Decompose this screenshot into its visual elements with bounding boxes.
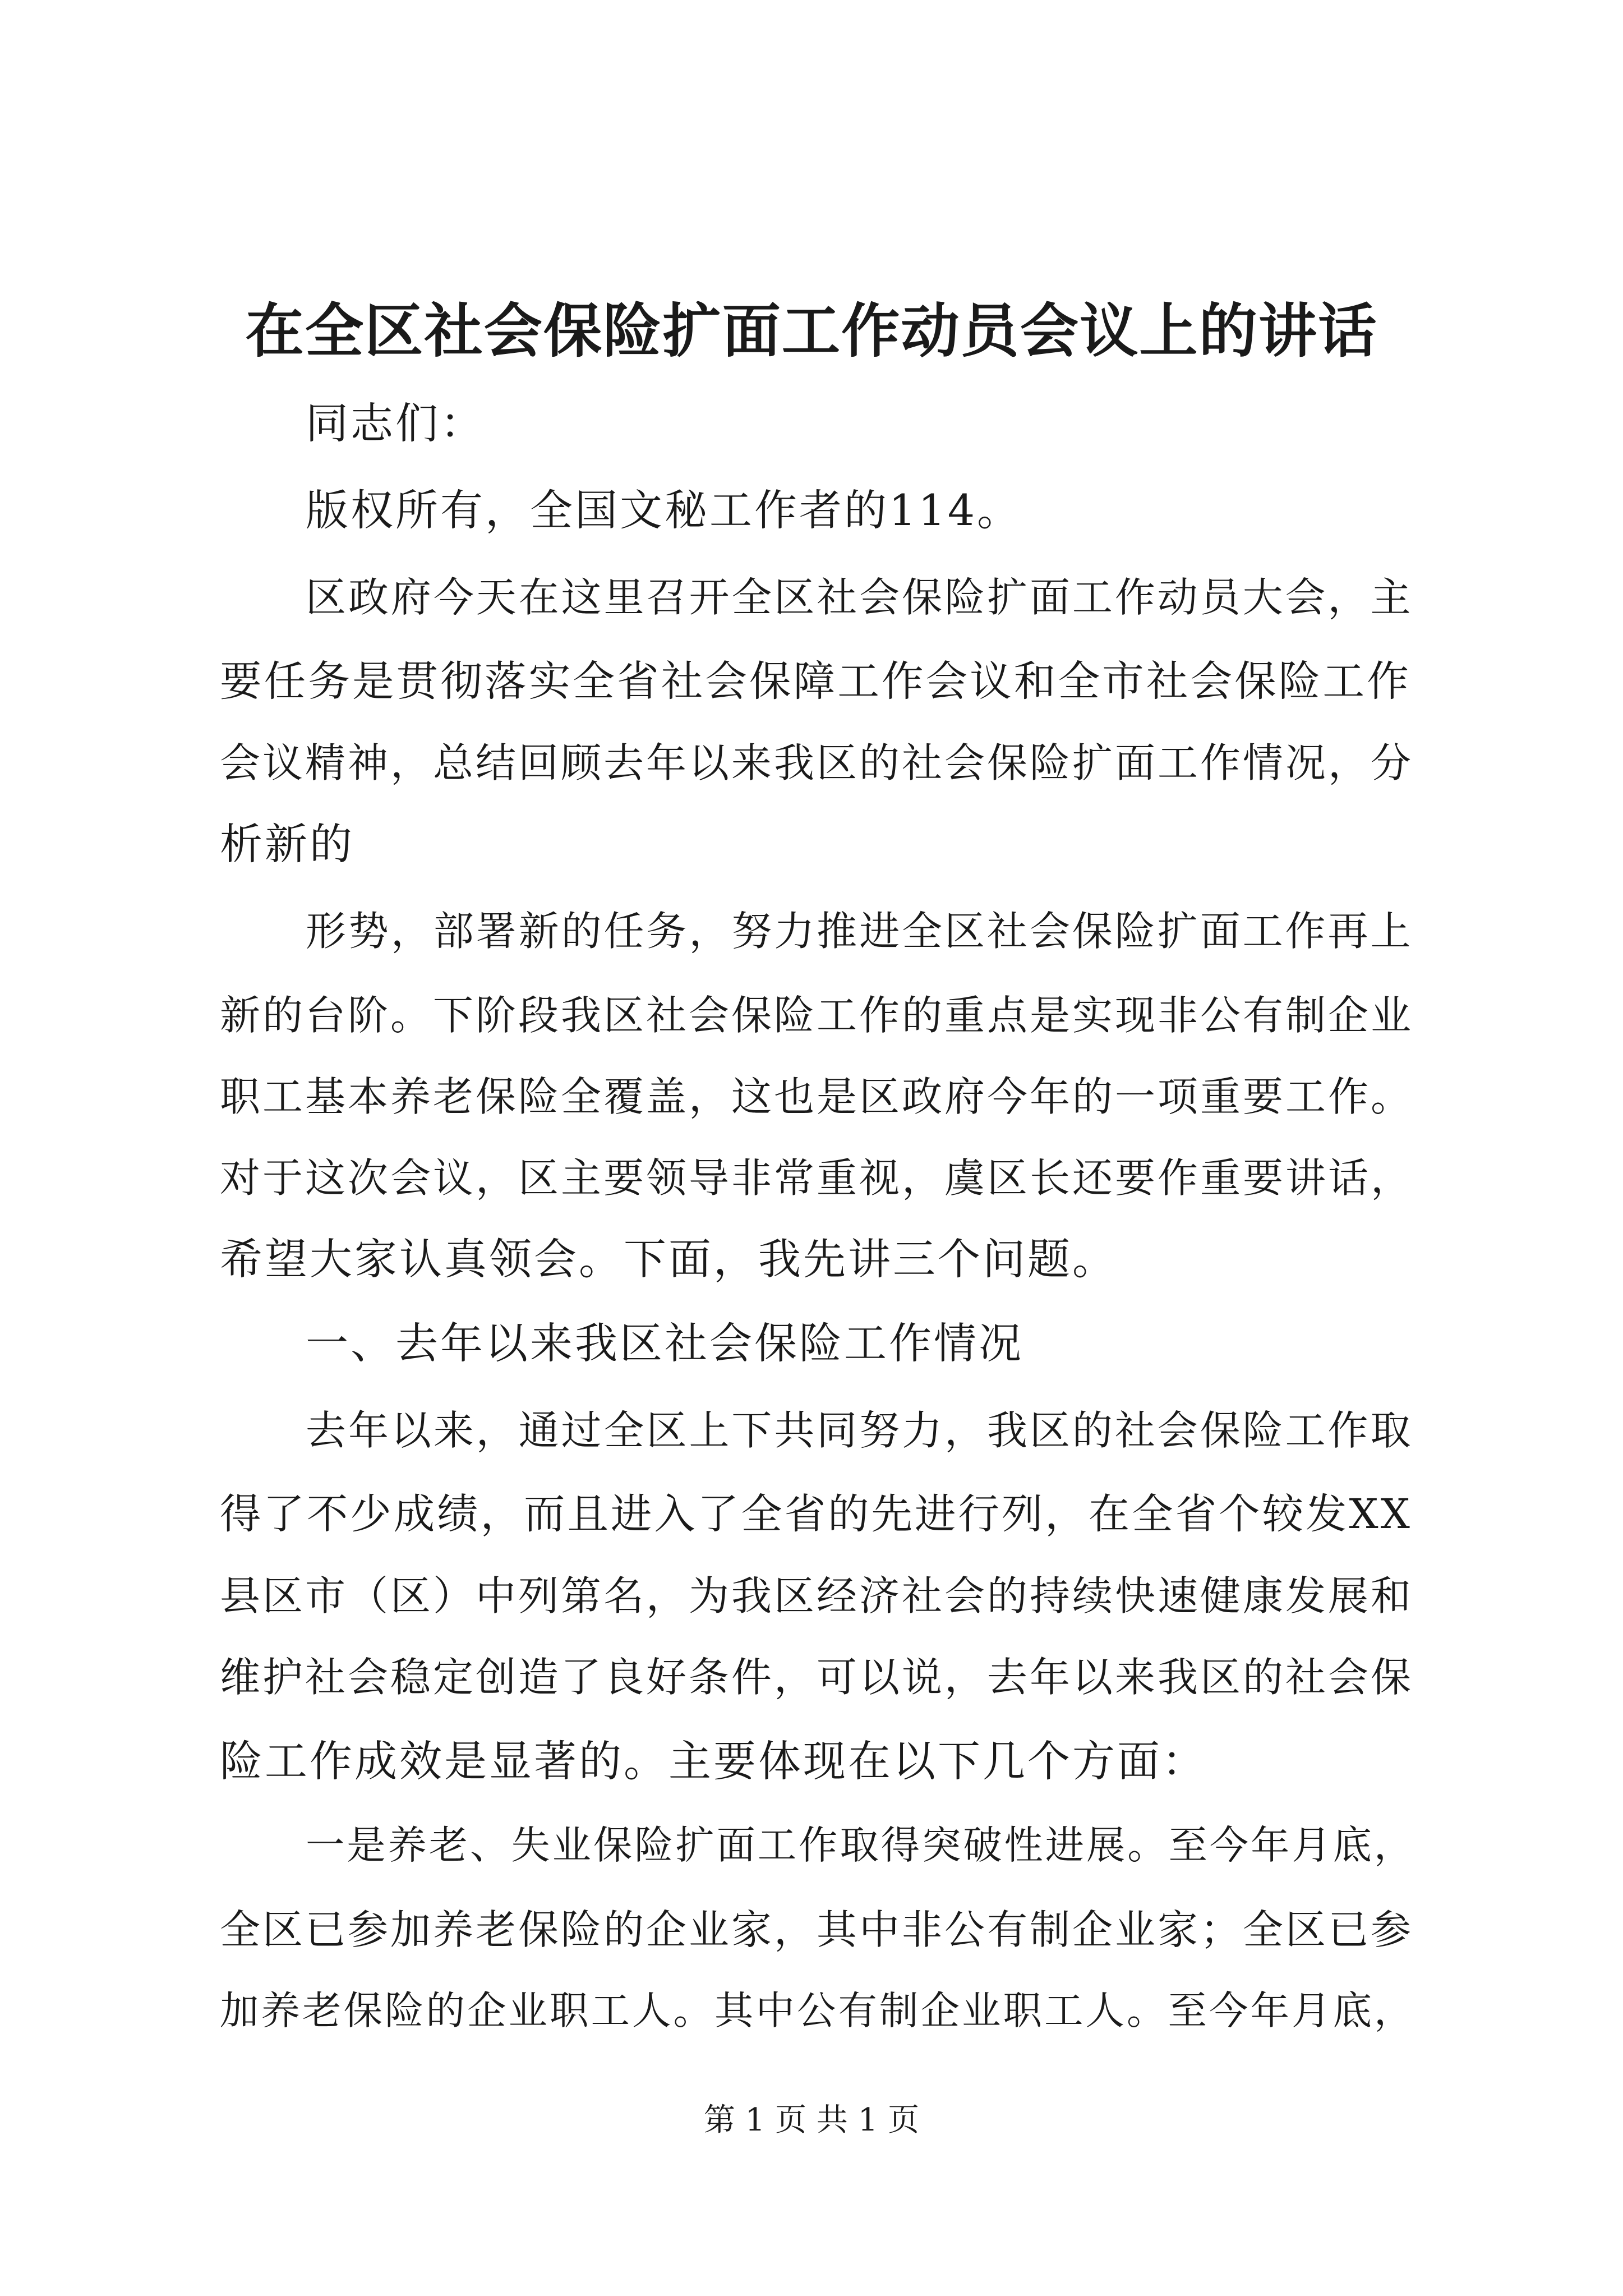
body-line: 要任务是贯彻落实全省社会保障工作会议和全市社会保险工作 [220,657,1411,706]
body-line: 区政府今天在这里召开全区社会保险扩面工作动员大会，主 [306,574,1413,621]
body-line: 对于这次会议，区主要领导非常重视，虞区长还要作重要讲话， [220,1154,1414,1202]
body-line: 一是养老、失业保险扩面工作取得突破性进展。至今年月底， [306,1823,1415,1868]
body-line: 版权所有，全国文秘工作者的114。 [306,485,1022,535]
body-line: 得了不少成绩，而且进入了全省的先进行列，在全省个较发XX [220,1490,1412,1538]
body-line: 去年以来，通过全区上下共同努力，我区的社会保险工作取 [306,1407,1413,1454]
body-line: 加养老保险的企业职工人。其中公有制企业职工人。至今年月底， [220,1988,1415,2033]
body-line: 县区市（区）中列第名，为我区经济社会的持续快速健康发展和 [220,1572,1414,1619]
body-line: 全区已参加养老保险的企业家，其中非公有制企业家；全区已参 [220,1906,1414,1953]
document-title: 在全区社会保险扩面工作动员会议上的讲话 [245,296,1378,365]
body-line: 析新的 [220,819,354,869]
body-line: 险工作成效是显著的。主要体现在以下几个方面： [220,1736,1207,1786]
body-line: 维护社会稳定创造了良好条件，可以说，去年以来我区的社会保 [220,1654,1414,1701]
body-line: 同志们： [306,398,485,448]
body-line: 新的台阶。下阶段我区社会保险工作的重点是实现非公有制企业 [220,992,1414,1039]
body-line: 形势，部署新的任务，努力推进全区社会保险扩面工作再上 [306,908,1413,955]
body-line: 职工基本养老保险全覆盖，这也是区政府今年的一项重要工作。 [220,1073,1414,1120]
body-line: 希望大家认真领会。下面，我先讲三个问题。 [220,1234,1117,1284]
section-heading: 一、去年以来我区社会保险工作情况 [306,1318,1023,1368]
body-line: 会议精神，总结回顾去年以来我区的社会保险扩面工作情况，分 [220,739,1414,786]
page-number: 第 1 页 共 1 页 [703,2102,920,2138]
